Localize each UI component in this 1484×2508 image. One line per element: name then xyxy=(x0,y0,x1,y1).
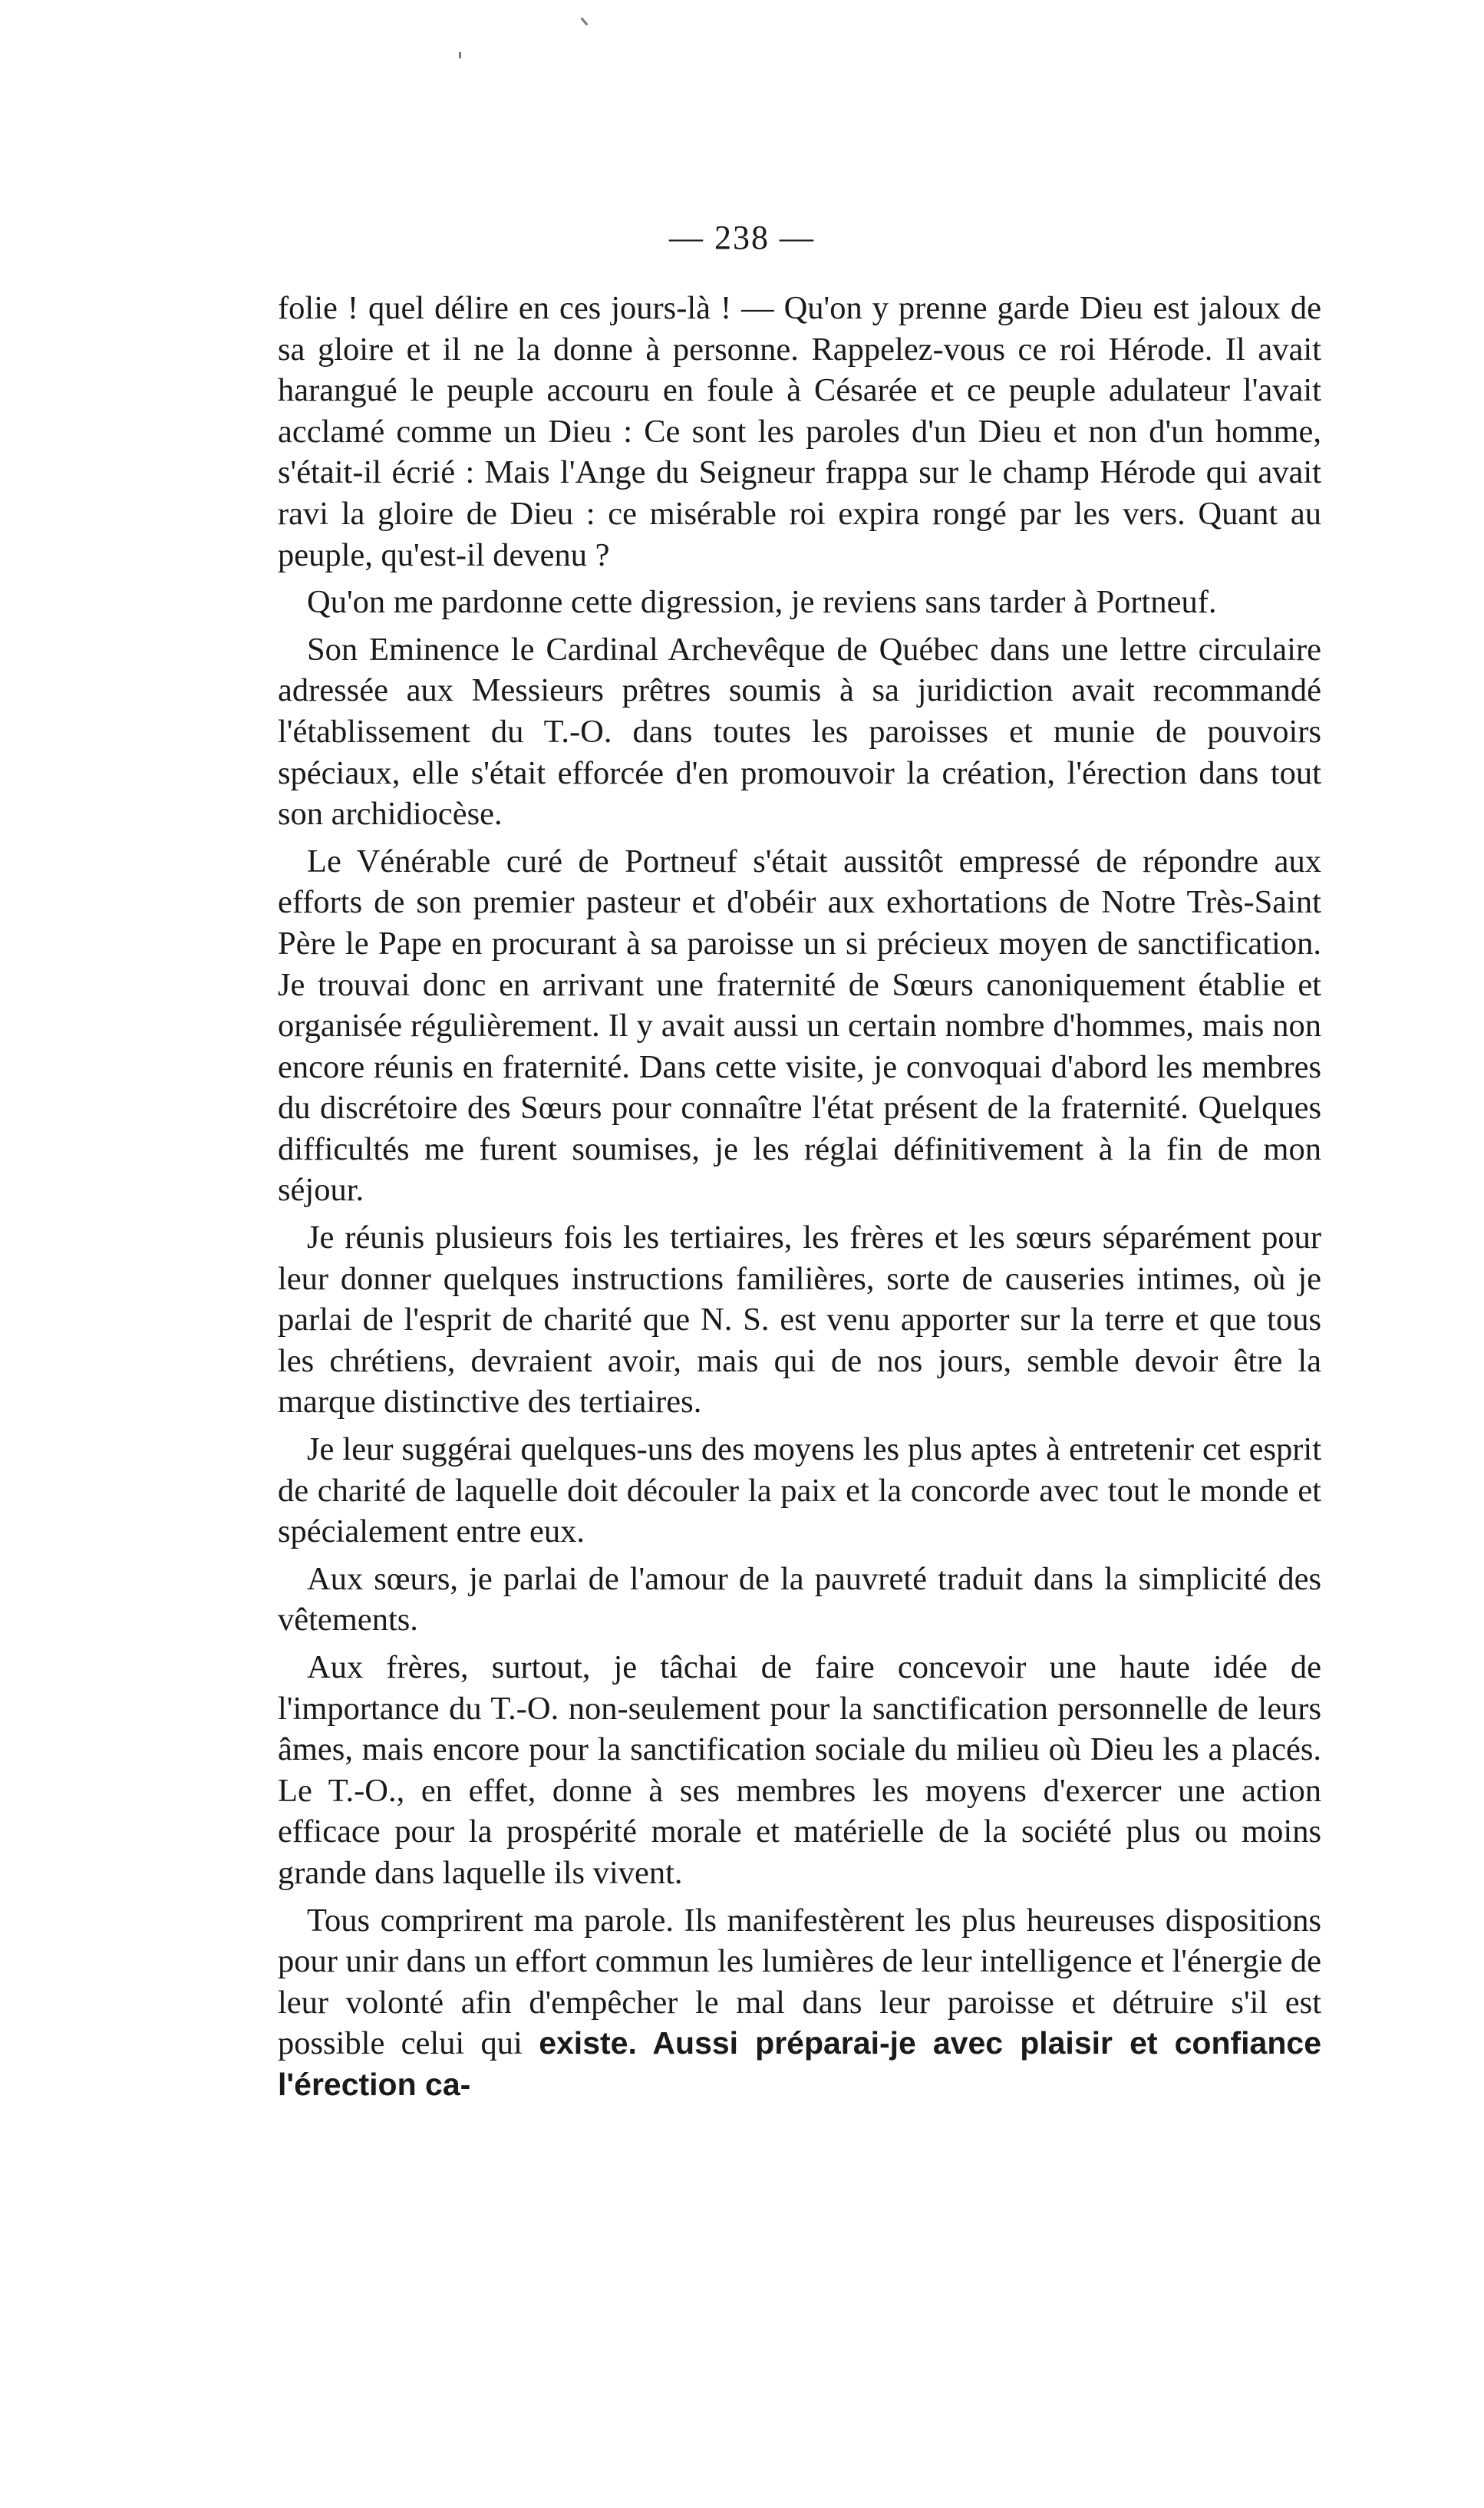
paragraph: Son Eminence le Cardinal Archevêque de Québec dans une lettre circulaire adressée aux Messieurs prêtres soumis à sa juridiction avait recommandé l'établissement du T.-O. dans toutes les paroisses et munie de pouvoirs spéciaux, elle s'était efforcée d'en promouvoir la création, l'érection dans tout son archidiocèse. xyxy=(278,631,1321,833)
body-text xyxy=(278,288,1321,2106)
scan-speck xyxy=(459,52,461,58)
paragraph: Je réunis plusieurs fois les tertiaires, les frères et les sœurs séparément pour leur donner quelques instructions familières, sorte de causeries intimes, où je parlai de l'esprit de charité que N. S. est venu apporter sur la terre et que tous les chrétiens, devraient avoir, mais qui de nos jours, semble devoir être la marque distinctive des tertiaires. xyxy=(278,1219,1321,1421)
bold-line: existe. Aussi préparai-je avec plaisir et confiance l'érection ca- xyxy=(278,2025,1322,2102)
paragraph: Le Vénérable curé de Portneuf s'était aussitôt empressé de répondre aux efforts de son premier pasteur et d'obéir aux exhortations de Notre Très-Saint Père le Pape en procurant à sa paroisse un si précieux moyen de sanctification. Je trouvai donc en arrivant une fraternité de Sœurs canoniquement établie et organisée régulièrement. Il y avait aussi un certain nombre d'hommes, mais non encore réunis en fraternité. Dans cette visite, je convoquai d'abord les membres du discrétoire des Sœurs pour connaître l'état présent de la fraternité. Quelques difficultés me furent soumises, je les réglai définitivement à la fin de mon séjour. xyxy=(278,843,1321,1209)
scan-speck xyxy=(580,17,588,25)
paragraph-last xyxy=(278,1900,1321,2106)
paragraph: Qu'on me pardonne cette digression, je reviens sans tarder à Portneuf. xyxy=(307,584,1217,621)
paragraph: folie ! quel délire en ces jours-là ! — Qu'on y prenne garde Dieu est jaloux de sa gloire et il ne la donne à personne. Rappelez-vous ce roi Hérode. Il avait harangué le peuple accouru en foule à Césarée et ce peuple adulateur l'avait acclamé comme un Dieu : Ce sont les paroles d'un Dieu et non d'un homme, s'était-il écrié : Mais l'Ange du Seigneur frappa sur le champ Hérode qui avait ravi la gloire de Dieu : ce misérable roi expira rongé par les vers. Quant au peuple, qu'est-il devenu ? xyxy=(278,290,1321,573)
paragraph-text: Tous comprirent ma parole. Ils manifestèrent les plus heureuses dispositions pour unir dans un effort commun les lumières de leur intelligence et l'énergie de leur volonté afin d'empêcher le mal dans leur paroisse et détruire s'il est possible celui qui xyxy=(278,1902,1321,2062)
page-number: — 238 — xyxy=(669,219,815,256)
paragraph: Aux frères, surtout, je tâchai de faire concevoir une haute idée de l'importance du T.-O. non-seulement pour la sanctification personnelle de leurs âmes, mais encore pour la sanctification sociale du milieu où Dieu les a placés. Le T.-O., en effet, donne à ses membres les moyens d'exercer une action efficace pour la prospérité morale et matérielle de la société plus ou moins grande dans laquelle ils vivent. xyxy=(278,1649,1321,1891)
paragraph: Je leur suggérai quelques-uns des moyens les plus aptes à entretenir cet esprit de charité de laquelle doit découler la paix et la concorde avec tout le monde et spécialement entre eux. xyxy=(278,1431,1321,1550)
paragraph: Aux sœurs, je parlai de l'amour de la pauvreté traduit dans la simplicité des vêtements. xyxy=(278,1560,1321,1638)
